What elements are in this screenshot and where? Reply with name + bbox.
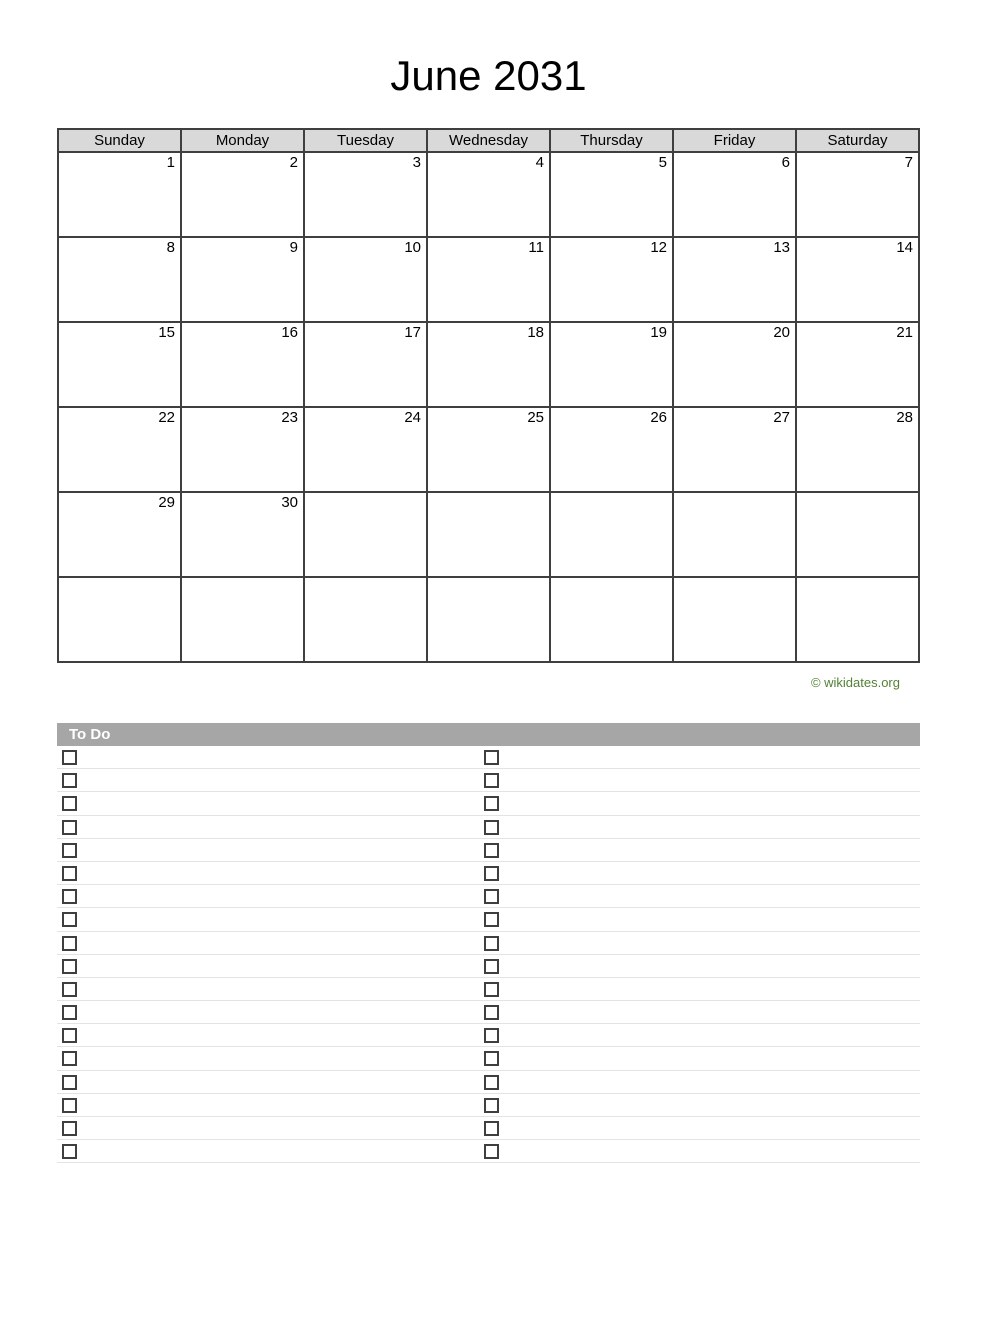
todo-row (57, 1140, 920, 1163)
calendar-day-cell-22: 22 (58, 407, 181, 492)
calendar-empty-cell (427, 577, 550, 662)
calendar-week-row (58, 152, 919, 237)
todo-checkbox[interactable] (62, 912, 77, 927)
calendar-empty-cell (304, 577, 427, 662)
calendar-week-row (58, 492, 919, 577)
calendar-empty-cell (181, 577, 304, 662)
calendar-day-cell-18: 18 (427, 322, 550, 407)
todo-row (57, 885, 920, 908)
todo-row (57, 1117, 920, 1140)
calendar-day-cell-29: 29 (58, 492, 181, 577)
todo-row (57, 1024, 920, 1047)
todo-row (57, 955, 920, 978)
todo-checkbox[interactable] (484, 889, 499, 904)
todo-checkbox[interactable] (484, 1075, 499, 1090)
todo-row (57, 1047, 920, 1070)
calendar-table (57, 128, 920, 663)
calendar-header-row (58, 129, 919, 152)
todo-checkbox[interactable] (62, 1121, 77, 1136)
calendar-day-cell-23: 23 (181, 407, 304, 492)
calendar-day-cell-17: 17 (304, 322, 427, 407)
calendar-day-cell-21: 21 (796, 322, 919, 407)
todo-checkbox[interactable] (62, 1028, 77, 1043)
calendar-day-cell-25: 25 (427, 407, 550, 492)
todo-row (57, 769, 920, 792)
calendar-day-cell-19: 19 (550, 322, 673, 407)
todo-checkbox[interactable] (62, 982, 77, 997)
credit-link[interactable]: © wikidates.org (810, 675, 900, 690)
todo-checkbox[interactable] (62, 936, 77, 951)
todo-checkbox[interactable] (62, 866, 77, 881)
calendar-empty-cell (58, 577, 181, 662)
todo-checkbox[interactable] (484, 820, 499, 835)
todo-checkbox[interactable] (484, 773, 499, 788)
todo-checkbox[interactable] (62, 1075, 77, 1090)
todo-checkbox[interactable] (484, 796, 499, 811)
todo-row (57, 816, 920, 839)
todo-checkbox[interactable] (484, 1005, 499, 1020)
todo-checkbox[interactable] (484, 982, 499, 997)
calendar-day-cell-4: 4 (427, 152, 550, 237)
calendar-week-row (58, 407, 919, 492)
calendar-empty-cell (550, 492, 673, 577)
todo-row (57, 862, 920, 885)
todo-row (57, 839, 920, 862)
todo-checkbox[interactable] (484, 1098, 499, 1113)
calendar-day-cell-1: 1 (58, 152, 181, 237)
calendar-day-cell-12: 12 (550, 237, 673, 322)
todo-checkbox[interactable] (484, 750, 499, 765)
calendar-empty-cell (673, 492, 796, 577)
calendar-day-cell-28: 28 (796, 407, 919, 492)
todo-checkbox[interactable] (484, 936, 499, 951)
day-header-wednesday: Wednesday (427, 129, 550, 152)
calendar-empty-cell (550, 577, 673, 662)
todo-checkbox[interactable] (484, 912, 499, 927)
todo-row (57, 746, 920, 769)
calendar-empty-cell (427, 492, 550, 577)
calendar-day-cell-2: 2 (181, 152, 304, 237)
calendar-day-cell-13: 13 (673, 237, 796, 322)
todo-checkbox[interactable] (484, 1051, 499, 1066)
calendar-day-cell-26: 26 (550, 407, 673, 492)
calendar-day-cell-5: 5 (550, 152, 673, 237)
todo-row (57, 1001, 920, 1024)
day-header-thursday: Thursday (550, 129, 673, 152)
page-title: June 2031 (390, 52, 587, 99)
todo-checkbox[interactable] (484, 1028, 499, 1043)
todo-header (57, 723, 920, 746)
day-header-saturday: Saturday (796, 129, 919, 152)
calendar-day-cell-6: 6 (673, 152, 796, 237)
todo-row (57, 1071, 920, 1094)
todo-row (57, 792, 920, 815)
todo-checkbox[interactable] (62, 843, 77, 858)
calendar-day-cell-27: 27 (673, 407, 796, 492)
todo-checkbox[interactable] (62, 959, 77, 974)
day-header-monday: Monday (181, 129, 304, 152)
calendar-empty-cell (796, 577, 919, 662)
calendar-day-cell-8: 8 (58, 237, 181, 322)
todo-row (57, 908, 920, 931)
todo-list (57, 746, 920, 1163)
calendar-empty-cell (304, 492, 427, 577)
todo-checkbox[interactable] (62, 773, 77, 788)
todo-checkbox[interactable] (484, 1144, 499, 1159)
calendar-day-cell-14: 14 (796, 237, 919, 322)
calendar-week-row (58, 322, 919, 407)
calendar-day-cell-10: 10 (304, 237, 427, 322)
calendar-day-cell-20: 20 (673, 322, 796, 407)
day-header-sunday: Sunday (58, 129, 181, 152)
calendar-week-row (58, 577, 919, 662)
todo-checkbox[interactable] (62, 1098, 77, 1113)
calendar-day-cell-9: 9 (181, 237, 304, 322)
todo-checkbox[interactable] (484, 866, 499, 881)
todo-checkbox[interactable] (62, 1144, 77, 1159)
calendar-day-cell-24: 24 (304, 407, 427, 492)
todo-checkbox[interactable] (62, 889, 77, 904)
todo-section (57, 723, 920, 1163)
day-header-friday: Friday (673, 129, 796, 152)
calendar-day-cell-3: 3 (304, 152, 427, 237)
todo-row (57, 932, 920, 955)
todo-checkbox[interactable] (484, 959, 499, 974)
todo-checkbox[interactable] (62, 796, 77, 811)
todo-checkbox[interactable] (484, 843, 499, 858)
todo-header-label: To Do (69, 726, 111, 743)
calendar-day-cell-11: 11 (427, 237, 550, 322)
todo-row (57, 978, 920, 1001)
todo-checkbox[interactable] (62, 1051, 77, 1066)
calendar-empty-cell (796, 492, 919, 577)
calendar-week-row (58, 237, 919, 322)
calendar-day-cell-7: 7 (796, 152, 919, 237)
todo-checkbox[interactable] (62, 750, 77, 765)
calendar-day-cell-16: 16 (181, 322, 304, 407)
calendar-page (57, 52, 920, 1163)
calendar-empty-cell (673, 577, 796, 662)
calendar-day-cell-15: 15 (58, 322, 181, 407)
day-header-tuesday: Tuesday (304, 129, 427, 152)
todo-checkbox[interactable] (62, 1005, 77, 1020)
todo-checkbox[interactable] (62, 820, 77, 835)
todo-row (57, 1094, 920, 1117)
calendar-day-cell-30: 30 (181, 492, 304, 577)
todo-checkbox[interactable] (484, 1121, 499, 1136)
